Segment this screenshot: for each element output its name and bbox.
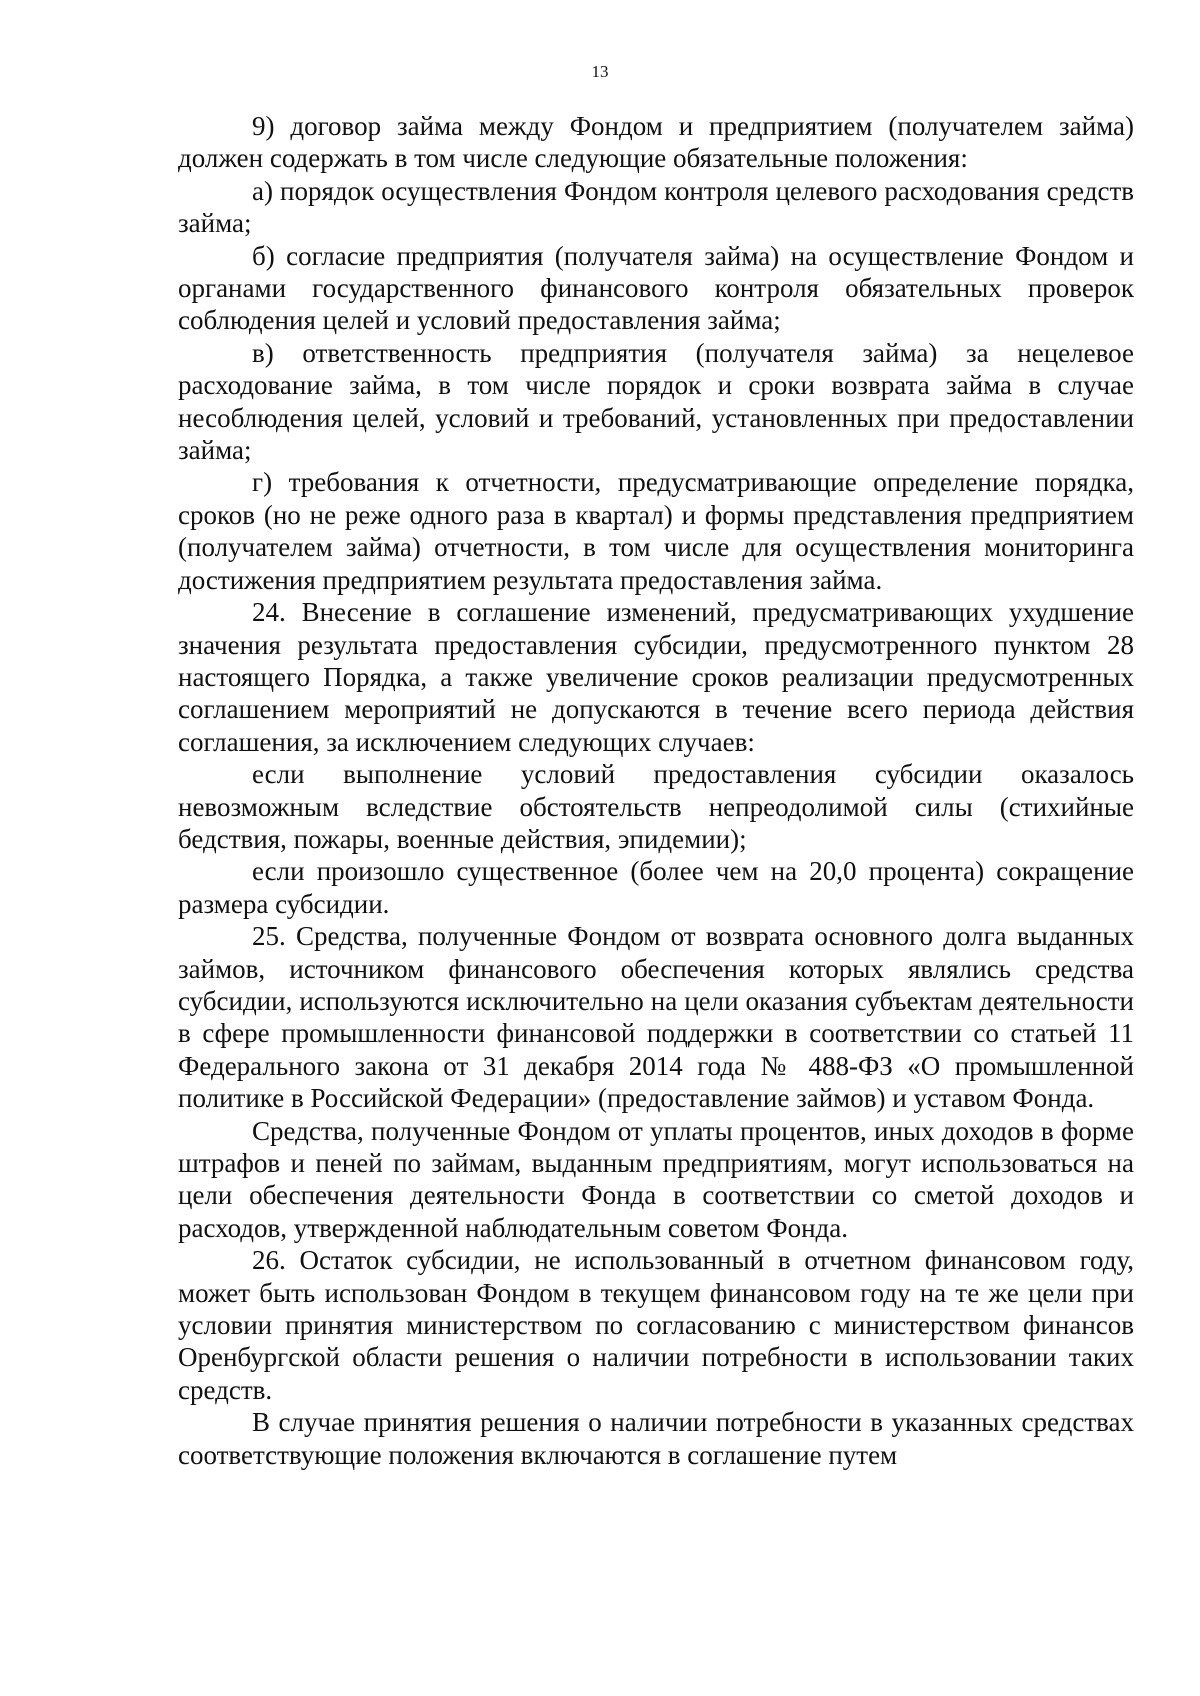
paragraph-26: 26. Остаток субсидии, не использованный в отчетном финансовом году, может быть использован Фондом в текущем финансовом году на те же цели при условии принятия министерством по согласованию с министерством финансов Оренбургской области решения о наличии потребности в использовании таких средств.: [178, 1245, 1134, 1405]
paragraph-item-a: а) порядок осуществления Фондом контроля целевого расходования средств займа;: [178, 175, 1134, 239]
paragraph-24: 24. Внесение в соглашение изменений, предусматривающих ухудшение значения результата предоставления субсидии, предусмотренного пунктом 28 настоящего Порядка, а также увеличение сроков реализации предусмотренных соглашением мероприятий не допускаются в течение всего периода действия соглашения, за исключением следующих случаев:: [178, 597, 1134, 757]
paragraph-item-g: г) требования к отчетности, предусматривающие определение порядка, сроков (но не реже одного раза в квартал) и формы представления предприятием (получателем займа) отчетности, в том числе для осуществления мониторинга достижения предприятием результата предоставления займа.: [178, 467, 1134, 595]
page-number: 13: [591, 62, 609, 81]
paragraph-24-case-force-majeure: если выполнение условий предоставления субсидии оказалось невозможным вследствие обстоятельств непреодолимой силы (стихийные бедствия, пожары, военные действия, эпидемии);: [178, 759, 1134, 854]
paragraph-item-v: в) ответственность предприятия (получателя займа) за нецелевое расходование займа, в том числе порядок и сроки возврата займа в случае несоблюдения целей, условий и требований, установленных при предоставлении займа;: [178, 337, 1134, 466]
paragraph-24-case-reduction: если произошло существенное (более чем на 20,0 процента) сокращение размера субсидии.: [178, 856, 1134, 919]
paragraph-25-interest-income: Средства, полученные Фондом от уплаты процентов, иных доходов в форме штрафов и пеней по займам, выданным предприятиям, могут использоваться на цели обеспечения деятельности Фонда в соответствии со сметой доходов и расходов, утвержденной наблюдательным советом Фонда.: [178, 1115, 1134, 1243]
paragraph-item-b: б) согласие предприятия (получателя займа) на осуществление Фондом и органами государственного финансового контроля обязательных проверок соблюдения целей и условий предоставления займа;: [178, 240, 1134, 336]
paragraph-25: 25. Средства, полученные Фондом от возврата основного долга выданных займов, источником финансового обеспечения которых являлись средства субсидии, используются исключительно на цели оказания субъектам деятельности в сфере промышленности финансовой поддержки в соответствии со статьей 11 Федерального закона от 31 декабря 2014 года № 488-ФЗ «О промышленной политике в Российской Федерации» (предоставление займов) и уставом Фонда.: [178, 921, 1134, 1114]
paragraph-26-continued: В случае принятия решения о наличии потребности в указанных средствах соответствующие положения включаются в соглашение путем: [178, 1407, 1134, 1470]
paragraph-9-loan-agreement: 9) договор займа между Фондом и предприятием (получателем займа) должен содержать в том числе следующие обязательные положения:: [178, 111, 1134, 174]
document-body: [178, 110, 1134, 1471]
